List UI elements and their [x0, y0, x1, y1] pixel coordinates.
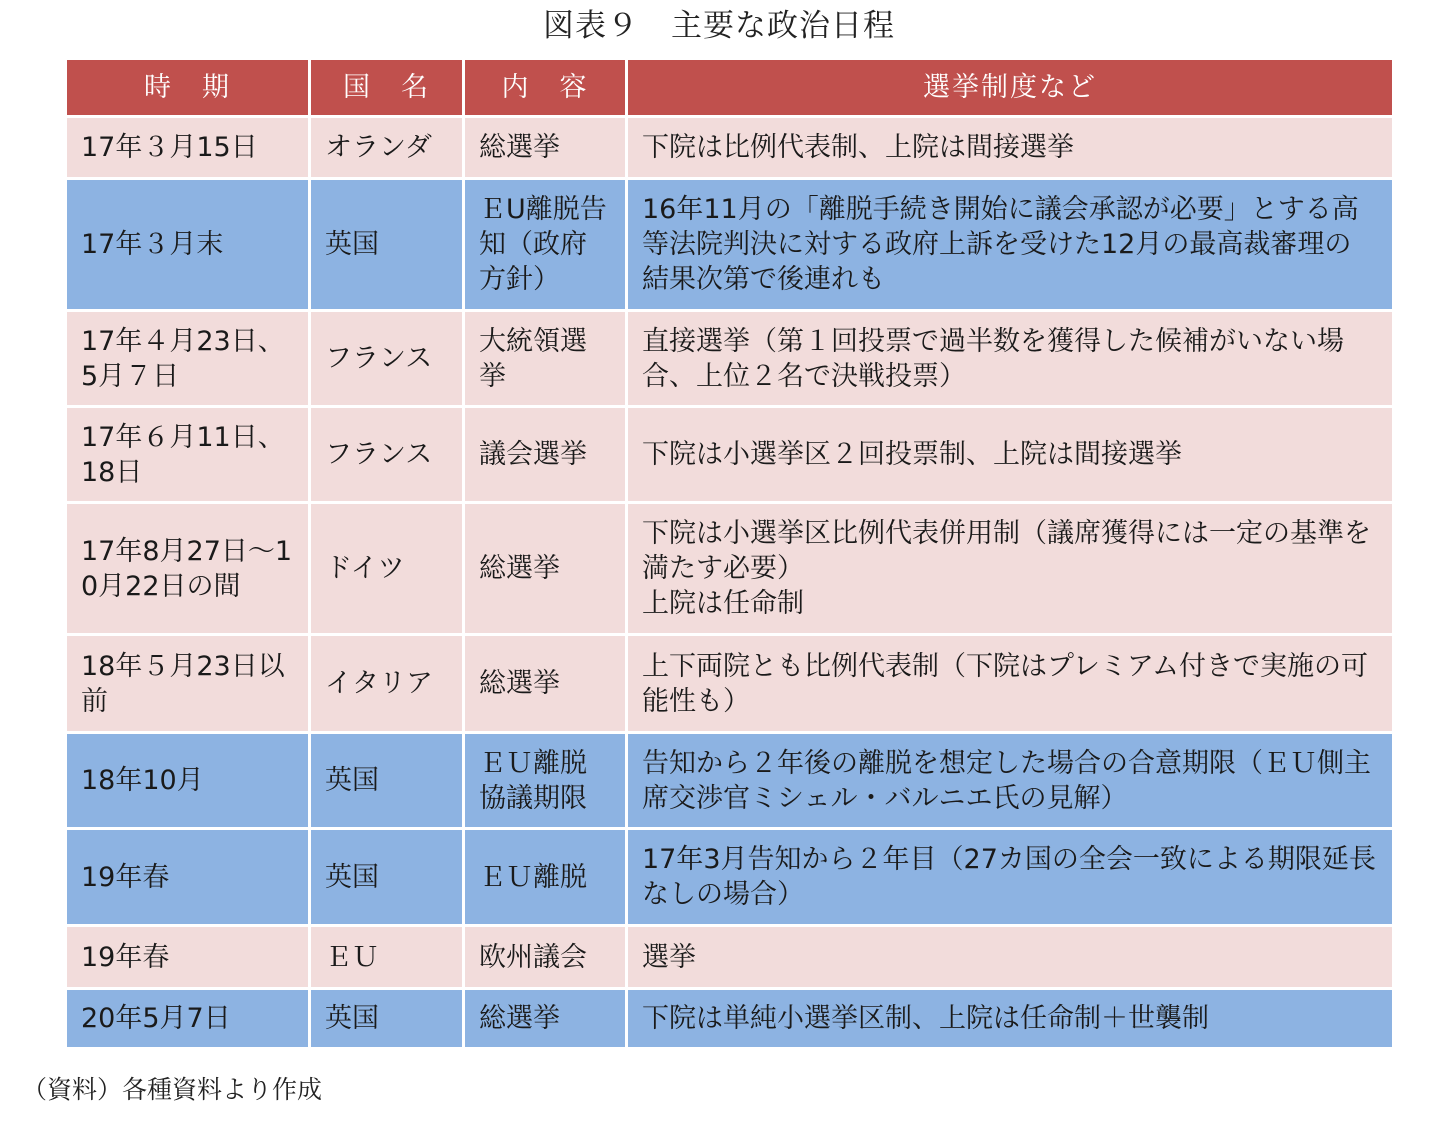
- header-row: [66, 59, 1394, 117]
- cell-content: 総選挙: [464, 503, 627, 635]
- cell-content: 大統領選挙: [464, 311, 627, 407]
- table-row: [66, 829, 1394, 926]
- cell-date: 19年春: [66, 926, 310, 989]
- table-row: [66, 179, 1394, 311]
- cell-date: 17年３月15日: [66, 117, 310, 179]
- cell-date: 20年5月7日: [66, 989, 310, 1049]
- cell-date: 17年３月末: [66, 179, 310, 311]
- cell-date: 19年春: [66, 829, 310, 926]
- table-row: [66, 117, 1394, 179]
- cell-country: フランス: [310, 311, 464, 407]
- header-system: 選挙制度など: [627, 59, 1394, 117]
- cell-country: イタリア: [310, 635, 464, 733]
- cell-content: 総選挙: [464, 989, 627, 1049]
- cell-system: 17年3月告知から２年目（27カ国の全会一致による期限延長なしの場合）: [627, 829, 1394, 926]
- cell-system: 上下両院とも比例代表制（下院はプレミアム付きで実施の可能性も）: [627, 635, 1394, 733]
- cell-country: 英国: [310, 733, 464, 829]
- cell-system: 下院は小選挙区比例代表併用制（議席獲得には一定の基準を満たす必要） 上院は任命制: [627, 503, 1394, 635]
- cell-country: ドイツ: [310, 503, 464, 635]
- cell-country: ＥＵ: [310, 926, 464, 989]
- cell-content: 欧州議会: [464, 926, 627, 989]
- cell-system: 告知から２年後の離脱を想定した場合の合意期限（ＥＵ側主席交渉官ミシェル・バルニエ氏の見解）: [627, 733, 1394, 829]
- cell-system: 下院は小選挙区２回投票制、上院は間接選挙: [627, 407, 1394, 503]
- header-country: 国 名: [310, 59, 464, 117]
- table-row: [66, 635, 1394, 733]
- cell-content: ＥＵ離脱協議期限: [464, 733, 627, 829]
- cell-system: 下院は比例代表制、上院は間接選挙: [627, 117, 1394, 179]
- cell-system: 直接選挙（第１回投票で過半数を獲得した候補がいない場合、上位２名で決戦投票）: [627, 311, 1394, 407]
- source-note: （資料）各種資料より作成: [22, 1075, 323, 1104]
- cell-country: オランダ: [310, 117, 464, 179]
- cell-date: 18年10月: [66, 733, 310, 829]
- cell-content: 総選挙: [464, 635, 627, 733]
- table-row: [66, 733, 1394, 829]
- cell-system: 16年11月の「離脱手続き開始に議会承認が必要」とする高等法院判決に対する政府上訴を受けた12月の最高裁審理の結果次第で後連れも: [627, 179, 1394, 311]
- table-row: [66, 503, 1394, 635]
- cell-content: 議会選挙: [464, 407, 627, 503]
- cell-date: 17年8月27日～10月22日の間: [66, 503, 310, 635]
- cell-country: 英国: [310, 179, 464, 311]
- cell-system: 選挙: [627, 926, 1394, 989]
- cell-system: 下院は単純小選挙区制、上院は任命制＋世襲制: [627, 989, 1394, 1049]
- header-date: 時 期: [66, 59, 310, 117]
- cell-content: ＥＵ離脱: [464, 829, 627, 926]
- schedule-table: [64, 57, 1395, 1050]
- cell-country: 英国: [310, 829, 464, 926]
- table-row: [66, 407, 1394, 503]
- cell-date: 18年５月23日以前: [66, 635, 310, 733]
- cell-content: 総選挙: [464, 117, 627, 179]
- table-row: [66, 926, 1394, 989]
- header-content: 内 容: [464, 59, 627, 117]
- cell-country: フランス: [310, 407, 464, 503]
- cell-date: 17年６月11日、18日: [66, 407, 310, 503]
- table-row: [66, 989, 1394, 1049]
- page-title: 図表９ 主要な政治日程: [543, 8, 895, 44]
- cell-country: 英国: [310, 989, 464, 1049]
- cell-date: 17年４月23日、5月７日: [66, 311, 310, 407]
- cell-content: ＥU離脱告知（政府方針）: [464, 179, 627, 311]
- table-row: [66, 311, 1394, 407]
